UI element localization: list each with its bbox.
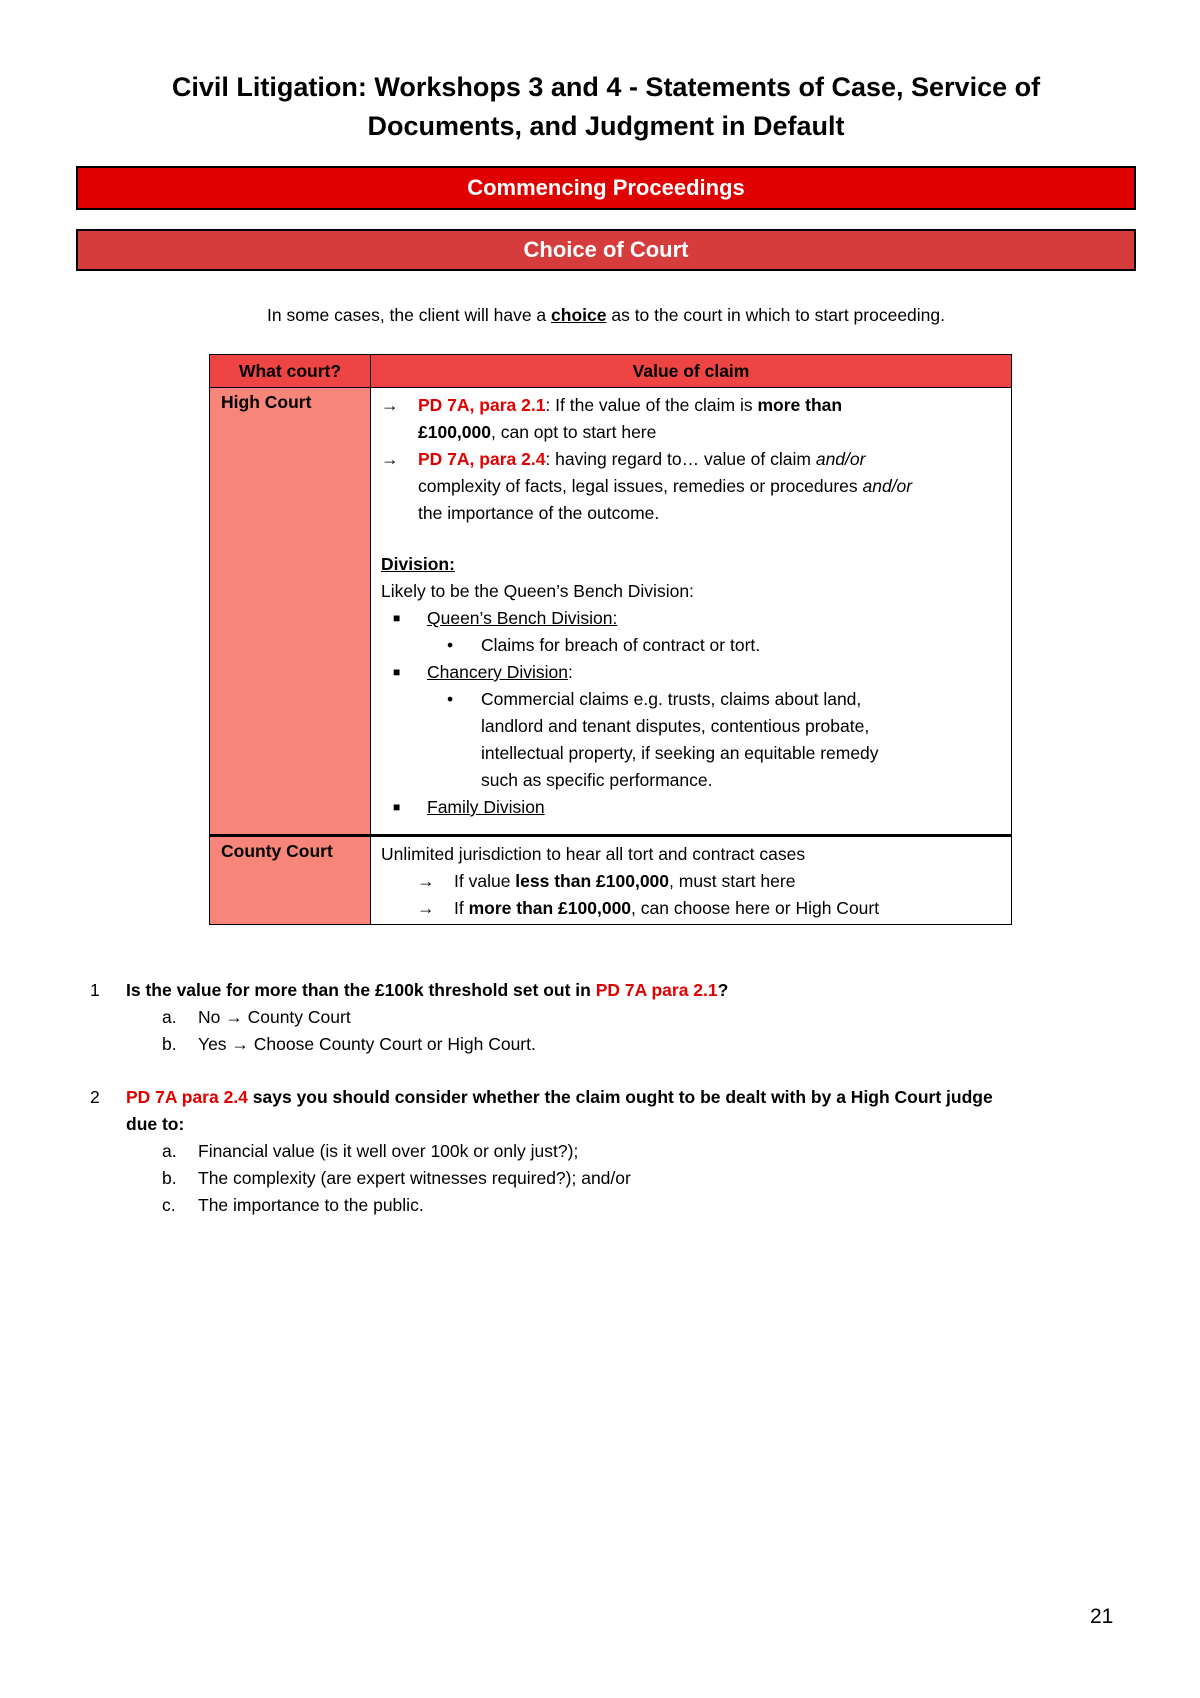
point-italic: and/or (862, 476, 913, 496)
round-bullet-icon: • (447, 689, 454, 709)
question-option (162, 1031, 1120, 1058)
question-text (126, 977, 1120, 1004)
point-italic: and/or (815, 449, 866, 469)
division-item-chancery (381, 659, 1003, 686)
reference-pd7a-2-4: PD 7A para 2.4 (126, 1087, 248, 1107)
division-subitem-text: intellectual property, if seeking an equitable remedy (481, 743, 879, 763)
option-text: Yes → Choose County Court or High Court. (198, 1034, 536, 1054)
option-text: Financial value (is it well over 100k or only just?); (198, 1141, 579, 1161)
option-letter: c. (162, 1195, 176, 1215)
question-text-part: ? (717, 980, 729, 1000)
question-number: 2 (90, 1087, 100, 1107)
county-court-point-less (381, 868, 1003, 895)
row-label-high-court: High Court (210, 388, 371, 836)
question-text-continued: due to: (126, 1114, 185, 1134)
county-court-jurisdiction: Unlimited jurisdiction to hear all tort and contract cases (381, 844, 806, 864)
division-heading: Division: (381, 554, 455, 574)
option-letter: a. (162, 1141, 177, 1161)
table-row-high-court (210, 388, 1012, 836)
option-text: The importance to the public. (198, 1195, 424, 1215)
question-option (162, 1192, 1120, 1219)
question-option (162, 1138, 1120, 1165)
question-1 (90, 977, 1120, 1058)
reference-pd7a-2-4: PD 7A, para 2.4 (418, 449, 546, 469)
arrow-icon: → (417, 898, 435, 918)
reference-pd7a-2-1: PD 7A para 2.1 (595, 980, 718, 1000)
division-name: Chancery Division (427, 662, 569, 682)
arrow-icon: → (381, 449, 399, 469)
option-letter: b. (162, 1168, 177, 1188)
division-name: Queen’s Bench Division: (427, 608, 618, 628)
option-letter: b. (162, 1034, 177, 1054)
option-text: No → County Court (198, 1007, 351, 1027)
square-bullet-icon: ■ (393, 800, 401, 814)
subsection-banner-choice-of-court: Choice of Court (76, 229, 1136, 271)
option-text: The complexity (are expert witnesses required?); and/or (198, 1168, 631, 1188)
division-subitem-text: such as specific performance. (481, 770, 713, 790)
division-subitem-text: Claims for breach of contract or tort. (481, 635, 761, 655)
page-title-line-1: Civil Litigation: Workshops 3 and 4 - Statements of Case, Service of (171, 72, 1041, 102)
round-bullet-icon: • (447, 635, 454, 655)
arrow-icon: → (381, 395, 399, 415)
row-label-county-court: County Court (210, 836, 371, 925)
intro-paragraph (76, 302, 1136, 328)
question-number: 1 (90, 980, 100, 1000)
division-colon: : (568, 662, 573, 682)
section-banner-commencing-proceedings: Commencing Proceedings (76, 166, 1136, 210)
reference-pd7a-2-1: PD 7A, para 2.1 (418, 395, 546, 415)
question-option (162, 1004, 1120, 1031)
point-text: If (454, 898, 469, 918)
point-text: If value (454, 871, 516, 891)
high-court-point-para-2-4 (381, 446, 1003, 527)
division-item-family (381, 794, 1003, 821)
division-item-queens-bench (381, 605, 1003, 632)
header-value-of-claim: Value of claim (371, 355, 1012, 388)
point-text: , can choose here or High Court (631, 898, 880, 918)
option-letter: a. (162, 1007, 177, 1027)
division-name: Family Division (427, 797, 545, 817)
point-text: , must start here (669, 871, 796, 891)
point-bold: more than £100,000 (468, 898, 632, 918)
header-what-court: What court? (210, 355, 371, 388)
page-number: 21 (1090, 1605, 1114, 1628)
county-court-details (371, 836, 1012, 925)
division-subitem-text: landlord and tenant disputes, contentious probate, (481, 716, 870, 736)
page-title (76, 68, 1136, 146)
square-bullet-icon: ■ (393, 665, 401, 679)
division-intro: Likely to be the Queen’s Bench Division: (381, 581, 694, 601)
intro-text-before: In some cases, the client will have a (267, 305, 552, 325)
division-subitem (381, 686, 1003, 794)
intro-text-after: as to the court in which to start proceeding. (606, 305, 945, 325)
question-option (162, 1165, 1120, 1192)
high-court-details (371, 388, 1012, 836)
point-bold: more than (757, 395, 843, 415)
division-subitem (381, 632, 1003, 659)
point-text: the importance of the outcome. (418, 503, 660, 523)
point-threshold: £100,000 (418, 422, 491, 442)
intro-emphasis-choice: choice (551, 305, 607, 325)
question-text (126, 1084, 1120, 1111)
page-title-line-2: Documents, and Judgment in Default (367, 111, 845, 141)
square-bullet-icon: ■ (393, 611, 401, 625)
point-text: complexity of facts, legal issues, remedies or procedures (418, 476, 863, 496)
court-choice-table (209, 354, 1012, 925)
division-subitem-text: Commercial claims e.g. trusts, claims about land, (481, 689, 862, 709)
high-court-point-para-2-1 (381, 392, 1003, 446)
point-text: : having regard to… value of claim (545, 449, 816, 469)
arrow-icon: → (417, 871, 435, 891)
table-row-county-court (210, 836, 1012, 925)
point-text: : If the value of the claim is (545, 395, 758, 415)
county-court-point-more (381, 895, 1003, 922)
point-bold: less than £100,000 (515, 871, 670, 891)
table-header-row (210, 355, 1012, 388)
question-text-part: says you should consider whether the claim ought to be dealt with by a High Court judge (247, 1087, 993, 1107)
question-text-part: Is the value for more than the £100k threshold set out in (126, 980, 596, 1000)
point-text: , can opt to start here (491, 422, 657, 442)
question-2 (90, 1084, 1120, 1219)
